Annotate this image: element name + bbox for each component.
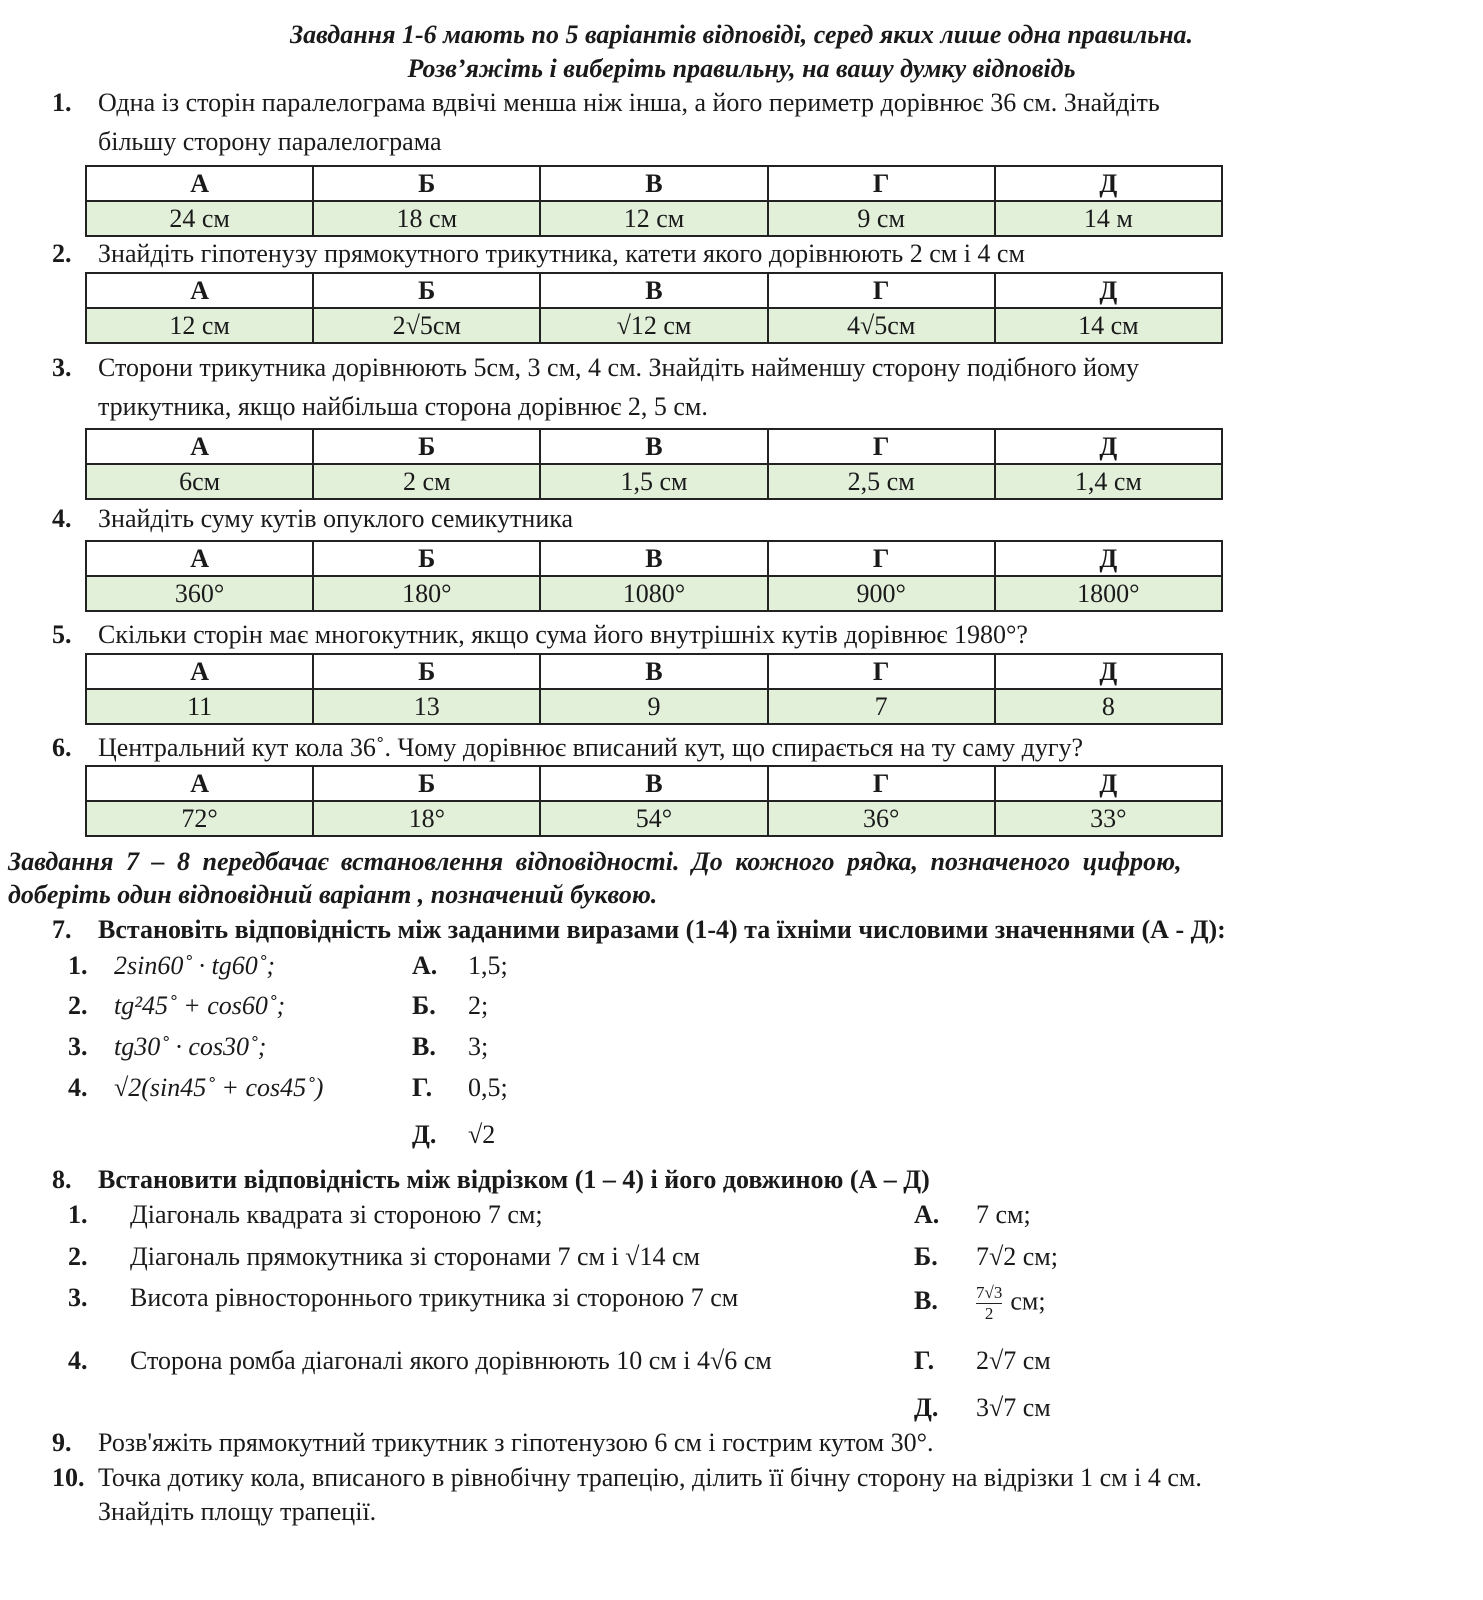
answer-option[interactable]: 12 см: [540, 201, 767, 236]
option-value: 3;: [468, 1032, 489, 1061]
q7-number: 7.: [52, 915, 72, 944]
question-text: більшу сторону паралелограма: [98, 127, 442, 156]
answer-option[interactable]: 36°: [768, 801, 995, 836]
answer-option[interactable]: 13: [313, 689, 540, 724]
answer-letter: Д: [995, 166, 1222, 201]
answer-option[interactable]: 4√5см: [768, 308, 995, 343]
question-text: Знайдіть суму кутів опуклого семикутника: [98, 504, 574, 533]
question-text: Сторони трикутника дорівнюють 5см, 3 см, 4 см. Знайдіть найменшу сторону подібного йому: [98, 353, 1140, 382]
answer-letter: Д: [995, 766, 1222, 801]
answer-option[interactable]: 24 см: [86, 201, 313, 236]
item-expression: √2(sin45˚ + cos45˚): [114, 1073, 324, 1102]
answer-values-row: [86, 308, 1222, 343]
question-number: 6.: [52, 733, 72, 762]
q8-item: [68, 1283, 738, 1313]
q10-number: 10.: [52, 1463, 85, 1492]
answer-letter: Г: [768, 766, 995, 801]
answer-option[interactable]: 12 см: [86, 308, 313, 343]
answer-letter: Б: [313, 429, 540, 464]
q8-option: [914, 1393, 1051, 1423]
option-letter: Г.: [914, 1346, 935, 1375]
question-5-line: [52, 620, 1028, 650]
q7-item: [68, 1073, 323, 1103]
item-number: 1.: [68, 951, 88, 980]
item-expression: 2sin60˚ · tg60˚;: [114, 951, 276, 980]
q7-option: [412, 991, 488, 1021]
question-number: 4.: [52, 504, 72, 533]
option-letter: В.: [914, 1286, 938, 1316]
answer-table-6: [85, 765, 1223, 837]
answer-values-row: [86, 464, 1222, 499]
option-value: 7 см;: [976, 1200, 1031, 1229]
option-value: 2√7 см: [976, 1346, 1051, 1375]
instruction-line-2: доберіть один відповідний варіант , позначений буквою.: [8, 880, 658, 909]
question-3-line: [98, 392, 708, 422]
answer-letter: Г: [768, 273, 995, 308]
item-expression: tg²45˚ + cos60˚;: [114, 991, 286, 1020]
q7-option: [412, 1032, 488, 1062]
answer-letter: Г: [768, 166, 995, 201]
answer-values-row: [86, 689, 1222, 724]
answer-letter: Б: [313, 541, 540, 576]
answer-option[interactable]: 2√5см: [313, 308, 540, 343]
answer-letter: Б: [313, 766, 540, 801]
item-number: 2.: [68, 1242, 88, 1271]
answer-letters-row: [86, 766, 1222, 801]
header-line-1: Завдання 1-6 мають по 5 варіантів відповіді, серед яких лише одна правильна.: [289, 20, 1194, 49]
answer-letter: В: [540, 541, 767, 576]
q7-item: [68, 1032, 266, 1062]
answer-option[interactable]: 14 м: [995, 201, 1222, 236]
item-number: 2.: [68, 991, 88, 1020]
answer-values-row: [86, 201, 1222, 236]
q8-option: [914, 1283, 1046, 1324]
item-number: 4.: [68, 1346, 88, 1375]
q9: [52, 1428, 933, 1458]
answer-letters-row: [86, 429, 1222, 464]
option-value: 0,5;: [468, 1073, 508, 1102]
q7-option: [412, 1073, 508, 1103]
option-letter: Д.: [914, 1393, 939, 1422]
fraction-denominator: 2: [984, 1304, 994, 1323]
answer-values-row: [86, 576, 1222, 611]
answer-letter: А: [86, 654, 313, 689]
answer-table-4: [85, 540, 1223, 612]
q7-item: [68, 991, 285, 1021]
answer-option[interactable]: 9 см: [768, 201, 995, 236]
item-number: 3.: [68, 1283, 88, 1312]
q8-number: 8.: [52, 1165, 72, 1194]
option-letter: Б.: [412, 991, 436, 1020]
answer-table-1: [85, 165, 1223, 237]
answer-letters-row: [86, 273, 1222, 308]
question-1-line: [98, 127, 442, 157]
item-number: 1.: [68, 1200, 88, 1229]
item-text: Сторона ромба діагоналі якого дорівнюють 10 см і 4√6 см: [130, 1346, 772, 1375]
question-number: 5.: [52, 620, 72, 649]
answer-letter: Д: [995, 654, 1222, 689]
answer-option[interactable]: 18 см: [313, 201, 540, 236]
answer-option[interactable]: 2 см: [313, 464, 540, 499]
answer-option[interactable]: 33°: [995, 801, 1222, 836]
question-2-line: [52, 239, 1025, 269]
q8-item: [68, 1242, 700, 1272]
item-number: 4.: [68, 1073, 88, 1102]
q10-line-1: [52, 1463, 1202, 1493]
item-text: Висота рівностороннього трикутника зі стороною 7 см: [130, 1283, 739, 1312]
item-text: Діагональ прямокутника зі сторонами 7 см і √14 см: [130, 1242, 700, 1271]
question-text: Центральний кут кола 36˚. Чому дорівнює вписаний кут, що спирається на ту саму дугу?: [98, 733, 1084, 762]
question-4-line: [52, 504, 573, 534]
option-value: см;: [1010, 1286, 1046, 1316]
answer-letter: Г: [768, 541, 995, 576]
answer-letter: Б: [313, 654, 540, 689]
item-text: Діагональ квадрата зі стороною 7 см;: [130, 1200, 543, 1229]
option-letter: А.: [412, 951, 438, 980]
answer-option[interactable]: √12 см: [540, 308, 767, 343]
answer-letter: В: [540, 429, 767, 464]
q8-text: Встановити відповідність між відрізком (1 – 4) і його довжиною (А – Д): [98, 1165, 930, 1194]
answer-letter: В: [540, 166, 767, 201]
question-text: Одна із сторін паралелограма вдвічі менша ніж інша, а його периметр дорівнює 36 см. Знайдіть: [98, 88, 1160, 117]
option-value: 7√2 см;: [976, 1242, 1058, 1271]
question-6-line: [52, 733, 1083, 763]
q8-item: [68, 1346, 772, 1376]
answer-letter: В: [540, 654, 767, 689]
q8-option: [914, 1242, 1058, 1272]
answer-table-5: [85, 653, 1223, 725]
answer-option[interactable]: 6см: [86, 464, 313, 499]
q7-option: [412, 951, 508, 981]
answer-letters-row: [86, 541, 1222, 576]
answer-letter: А: [86, 429, 313, 464]
option-letter: Д.: [412, 1120, 437, 1149]
answer-option[interactable]: 180°: [313, 576, 540, 611]
answer-letter: В: [540, 273, 767, 308]
answer-option[interactable]: 18°: [313, 801, 540, 836]
answer-letter: Д: [995, 541, 1222, 576]
answer-option[interactable]: 9: [540, 689, 767, 724]
answer-letter: Г: [768, 429, 995, 464]
q8-item: [68, 1200, 543, 1230]
answer-option[interactable]: 1,5 см: [540, 464, 767, 499]
q7-item: [68, 951, 275, 981]
option-letter: Г.: [412, 1073, 433, 1102]
answer-option[interactable]: 8: [995, 689, 1222, 724]
answer-option[interactable]: 1,4 см: [995, 464, 1222, 499]
instruction-line-1: Завдання 7 – 8 передбачає встановлення відповідності. До кожного рядка, позначеного цифрою,: [8, 847, 1182, 876]
option-value: √2: [468, 1120, 496, 1149]
q8-option: [914, 1200, 1031, 1230]
option-value: 1,5;: [468, 951, 508, 980]
option-value: 2;: [468, 991, 489, 1020]
answer-letter: А: [86, 766, 313, 801]
answer-values-row: [86, 801, 1222, 836]
answer-letters-row: [86, 166, 1222, 201]
option-letter: А.: [914, 1200, 940, 1229]
answer-table-3: [85, 428, 1223, 500]
answer-option[interactable]: 7: [768, 689, 995, 724]
answer-letter: Д: [995, 429, 1222, 464]
answer-letter: Б: [313, 273, 540, 308]
option-letter: В.: [412, 1032, 436, 1061]
question-3-line: [52, 353, 1139, 383]
q8-title: [52, 1165, 930, 1195]
answer-letter: А: [86, 541, 313, 576]
item-expression: tg30˚ · cos30˚;: [114, 1032, 267, 1061]
question-number: 1.: [52, 88, 72, 117]
answer-letter: Б: [313, 166, 540, 201]
answer-option[interactable]: 1080°: [540, 576, 767, 611]
option-letter: Б.: [914, 1242, 938, 1271]
fraction: [976, 1283, 1002, 1324]
option-value: 3√7 см: [976, 1393, 1051, 1422]
header-line-2: Розв’яжіть і виберіть правильну, на вашу думку відповідь: [407, 54, 1076, 83]
answer-letter: Д: [995, 273, 1222, 308]
q10-line-2: Знайдіть площу трапеції.: [98, 1497, 377, 1526]
answer-option[interactable]: 14 см: [995, 308, 1222, 343]
question-number: 3.: [52, 353, 72, 382]
answer-letter: А: [86, 273, 313, 308]
answer-option[interactable]: 54°: [540, 801, 767, 836]
answer-table-2: [85, 272, 1223, 344]
answer-letter: В: [540, 766, 767, 801]
answer-option[interactable]: 1800°: [995, 576, 1222, 611]
question-text: трикутника, якщо найбільша сторона дорівнює 2, 5 см.: [98, 392, 708, 421]
item-number: 3.: [68, 1032, 88, 1061]
question-text: Знайдіть гіпотенузу прямокутного трикутника, катети якого дорівнюють 2 см і 4 см: [98, 239, 1025, 268]
q7-option: [412, 1120, 495, 1150]
answer-letters-row: [86, 654, 1222, 689]
q7-text: Встановіть відповідність між заданими виразами (1-4) та їхніми числовими значеннями (А - Д):: [98, 915, 1226, 944]
answer-option[interactable]: 72°: [86, 801, 313, 836]
answer-option[interactable]: 900°: [768, 576, 995, 611]
answer-option[interactable]: 360°: [86, 576, 313, 611]
question-text: Скільки сторін має многокутник, якщо сума його внутрішніх кутів дорівнює 1980°?: [98, 620, 1028, 649]
q7-title: [52, 915, 1226, 945]
fraction-numerator: 7√3: [976, 1283, 1003, 1302]
answer-letter: А: [86, 166, 313, 201]
question-number: 2.: [52, 239, 72, 268]
q9-text: Розв'яжіть прямокутний трикутник з гіпотенузою 6 см і гострим кутом 30°.: [98, 1428, 934, 1457]
answer-option[interactable]: 2,5 см: [768, 464, 995, 499]
question-1-line: [52, 88, 1160, 118]
q9-number: 9.: [52, 1428, 72, 1457]
answer-option[interactable]: 11: [86, 689, 313, 724]
q10-text: Точка дотику кола, вписаного в рівнобічну трапецію, ділить її бічну сторону на відрізки 1 см і 4 см.: [98, 1463, 1202, 1492]
q8-option: [914, 1346, 1051, 1376]
answer-letter: Г: [768, 654, 995, 689]
